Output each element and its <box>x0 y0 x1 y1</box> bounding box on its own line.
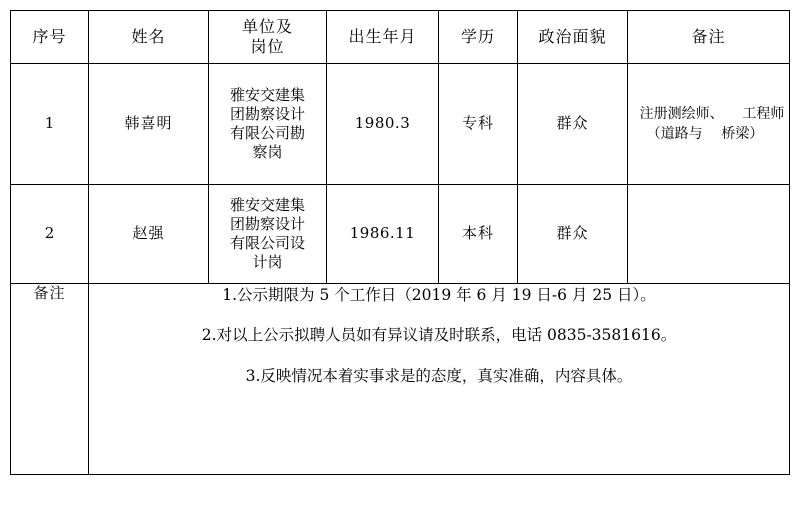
cell-seq: 1 <box>11 64 89 185</box>
header-cell-unit <box>209 11 327 64</box>
cell-birth: 1986.11 <box>327 185 439 284</box>
note-line: 1.公示期限为 5 个工作日（2019 年 6 月 19 日-6 月 25 日）。 <box>222 286 656 304</box>
cell-unit-line: 雅安交建集 <box>229 85 305 104</box>
notes-body <box>89 284 790 475</box>
cell-edu: 专科 <box>439 64 518 185</box>
cell-remark <box>628 185 790 284</box>
cell-unit <box>209 64 327 185</box>
header-cell-politics: 政治面貌 <box>518 11 628 64</box>
cell-seq: 2 <box>11 185 89 284</box>
cell-remark-line: 桥梁） <box>721 126 764 142</box>
cell-remark <box>628 64 790 185</box>
table-row <box>11 64 790 185</box>
public-notice-table <box>10 10 790 475</box>
header-cell-remark: 备注 <box>628 11 790 64</box>
cell-politics: 群众 <box>518 185 628 284</box>
cell-remark-line: 工程师（道路与 <box>646 106 785 142</box>
notes-label: 备注 <box>11 284 89 475</box>
note-line: 2.对以上公示拟聘人员如有异议请及时联系，电话 0835-3581616。 <box>201 326 677 345</box>
table-row <box>11 185 790 284</box>
header-cell-edu: 学历 <box>439 11 518 64</box>
cell-unit-line: 有限公司勘 <box>229 124 305 142</box>
cell-unit <box>209 185 327 284</box>
table-header-row <box>11 11 790 64</box>
cell-remark-line: 注册测绘师、 <box>639 106 724 123</box>
cell-unit-line: 有限公司设 <box>229 234 305 252</box>
cell-unit-line: 计岗 <box>252 253 283 272</box>
notes-row <box>11 284 790 475</box>
cell-politics: 群众 <box>518 64 628 185</box>
cell-name: 赵强 <box>89 185 209 284</box>
cell-unit-line: 察岗 <box>252 143 283 162</box>
cell-birth: 1980.3 <box>327 64 439 185</box>
cell-edu: 本科 <box>439 185 518 284</box>
cell-unit-line: 雅安交建集 <box>229 195 305 214</box>
header-cell-unit-line1: 单位及 <box>241 17 293 37</box>
header-cell-name: 姓名 <box>89 11 209 64</box>
note-line: 3.反映情况本着实事求是的态度，真实准确，内容具体。 <box>245 366 633 385</box>
cell-name: 韩喜明 <box>89 64 209 185</box>
cell-unit-line: 团勘察设计 <box>229 104 305 123</box>
cell-unit-line: 团勘察设计 <box>229 214 305 233</box>
header-cell-birth: 出生年月 <box>327 11 439 64</box>
header-cell-seq: 序号 <box>11 11 89 64</box>
header-cell-unit-line2: 岗位 <box>250 37 285 56</box>
